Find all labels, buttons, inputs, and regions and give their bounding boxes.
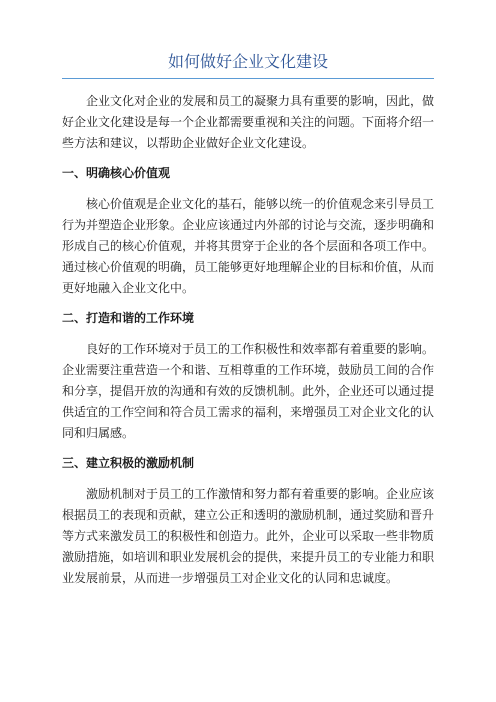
document-title: 如何做好企业文化建设: [167, 52, 328, 71]
intro-paragraph: 企业文化对企业的发展和员工的凝聚力具有重要的影响，因此，做好企业文化建设是每一个企业都需要重视和关注的问题。下面将介绍一些方法和建议，以帮助企业做好企业文化建设。: [62, 94, 435, 150]
section-heading-core-values: 一、明确核心价值观: [62, 166, 171, 180]
document-page: [62, 52, 434, 599]
section-body-core-values: 核心价值观是企业文化的基石，能够以统一的价值观念来引导员工行为并塑造企业形象。企业应该通过内外部的讨论与交流，逐步明确和形成自己的核心价值观，并将其贯穿于企业的各个层面和各项工作中。通过核心价值观的明确，员工能够更好地理解企业的目标和价值，从而更好地融入企业文化中。: [62, 197, 435, 295]
section-body-work-environment: 良好的工作环境对于员工的工作积极性和效率都有着重要的影响。企业需要注重营造一个和谐、互相尊重的工作环境，鼓励员工间的合作和分享，提倡开放的沟通和有效的反馈机制。此外，企业还可以通过提供适宜的工作空间和符合员工需求的福利，来增强员工对企业文化的认同和归属感。: [62, 342, 435, 440]
section-body-incentive-mechanism: 激励机制对于员工的工作激情和努力都有着重要的影响。企业应该根据员工的表现和贡献，建立公正和透明的激励机制，通过奖励和晋升等方式来激发员工的积极性和创造力。此外，企业可以采取一些非物质激励措施，如培训和职业发展机会的提供，来提升员工的专业能力和职业发展前景，从而进一步增强员工对企业文化的认同和忠诚度。: [62, 487, 435, 585]
section-heading-incentive-mechanism: 三、建立积极的激励机制: [62, 456, 195, 470]
title-divider: [62, 78, 434, 79]
section-heading-work-environment: 二、打造和谐的工作环境: [62, 311, 195, 325]
